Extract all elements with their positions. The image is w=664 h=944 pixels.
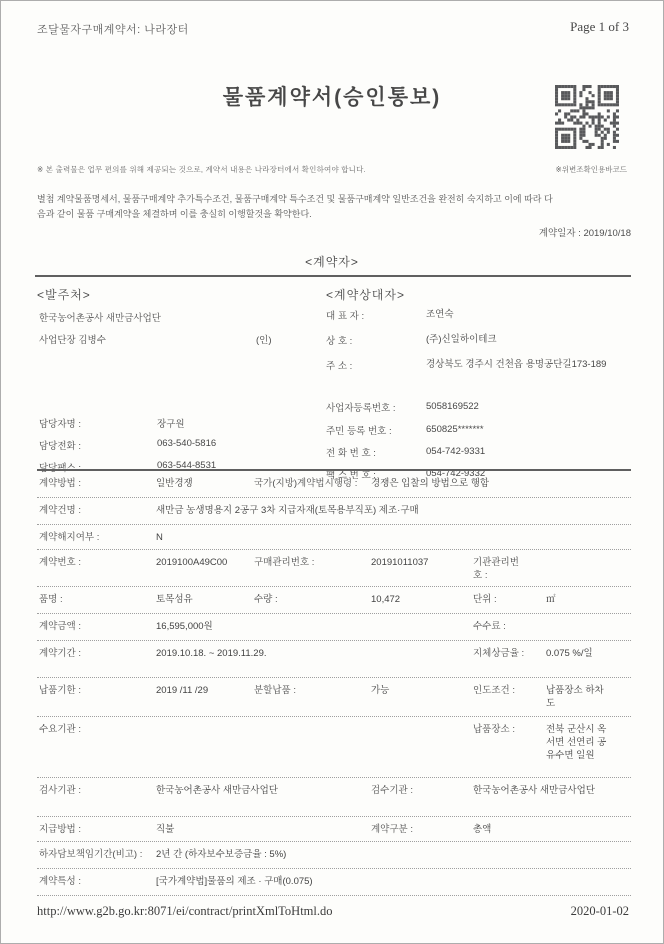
field-label: 담당전화 : bbox=[39, 441, 81, 452]
field-value: 납품장소 하차도 bbox=[546, 685, 604, 709]
field-value: 10,472 bbox=[371, 594, 401, 605]
field-label: 계약기간 : bbox=[39, 648, 81, 659]
field-label: 전 화 번 호 : bbox=[326, 448, 376, 459]
field-value: 경상북도 경주시 건천읍 용명공단길173-189 bbox=[426, 359, 607, 370]
field-value: 0.075 %/일 bbox=[546, 648, 593, 659]
field-label: 지급방법 : bbox=[39, 824, 81, 835]
signer-name: 사업단장 김병수 bbox=[39, 335, 106, 346]
parties-section bbox=[37, 284, 631, 481]
field-value: 054-742-9332 bbox=[426, 468, 486, 479]
supplier-heading: <계약상대자> bbox=[326, 288, 405, 302]
field-value: 063-544-8531 bbox=[157, 460, 217, 471]
orderer-org-name: 한국농어촌공사 새만금사업단 bbox=[39, 313, 161, 324]
orderer-field-row bbox=[39, 416, 319, 438]
field-label: 검사기관 : bbox=[39, 785, 81, 796]
table-row bbox=[37, 614, 631, 641]
field-value: 2019100A49C00 bbox=[156, 557, 228, 568]
field-label: 계약해지여부 : bbox=[39, 532, 100, 543]
footer-url: http://www.g2b.go.kr:8071/ei/contract/printXmlToHtml.do bbox=[37, 904, 333, 918]
field-label: 계약금액 : bbox=[39, 621, 81, 632]
contractor-section-heading: <계약자> bbox=[305, 255, 359, 269]
field-value: 2019 /11 /29 bbox=[156, 685, 209, 696]
field-value: 경쟁은 입찰의 방법으로 행함 bbox=[371, 478, 490, 489]
field-label: 계약구분 : bbox=[371, 824, 413, 835]
supplier-field-row bbox=[326, 400, 631, 423]
field-label: 사업자등록번호 : bbox=[326, 403, 396, 414]
field-value: N bbox=[156, 532, 163, 543]
table-row bbox=[37, 842, 631, 869]
field-label: 상 호 : bbox=[326, 336, 353, 347]
preamble-line-1: 별첨 계약물품명세서, 물품구매계약 추가특수조건, 물품구매계약 특수조건 및 물품구매계약 일반조건을 완전히 숙지하고 이에 따라 다 bbox=[37, 194, 553, 204]
field-value: 한국농어촌공사 새만금사업단 bbox=[156, 785, 278, 796]
field-label: 납품기한 : bbox=[39, 685, 81, 696]
field-label: 담당팩스 : bbox=[39, 463, 81, 474]
field-value: 054-742-9331 bbox=[426, 446, 486, 457]
field-value: 일반경쟁 bbox=[156, 478, 193, 489]
supplier-field-row bbox=[326, 358, 631, 400]
qr-caption: ※위변조확인용바코드 bbox=[555, 165, 627, 174]
preamble-line-2: 음과 같이 물품 구매계약을 체결하며 이를 충실히 이행할것을 확약한다. bbox=[37, 209, 312, 219]
field-value: 직불 bbox=[156, 824, 175, 835]
field-value: 조연숙 bbox=[426, 309, 454, 320]
field-label: 팩 스 번 호 : bbox=[326, 470, 376, 481]
field-label: 계약방법 : bbox=[39, 478, 81, 489]
field-value: (주)신일하이테크 bbox=[426, 334, 497, 345]
table-row bbox=[37, 525, 631, 550]
table-row bbox=[37, 471, 631, 498]
footer-date: 2020-01-02 bbox=[570, 904, 629, 918]
field-label: 주민 등록 번호 : bbox=[326, 426, 392, 437]
supplier-field-row bbox=[326, 423, 631, 445]
field-label: 기관관리번호 : bbox=[473, 557, 519, 581]
doc-title: 물품계약서(승인통보) bbox=[222, 86, 442, 109]
field-value: 가능 bbox=[371, 685, 390, 696]
field-label: 수량 : bbox=[254, 594, 278, 605]
field-label: 인도조건 : bbox=[473, 685, 515, 696]
doc-type-label: 조달물자구매계약서: 나라장터 bbox=[37, 24, 189, 36]
field-value: 2년 간 (하자보수보증금율 : 5%) bbox=[156, 849, 287, 860]
field-label: 담당자명 : bbox=[39, 419, 81, 430]
table-row bbox=[37, 678, 631, 717]
preamble-text bbox=[37, 192, 631, 222]
field-value: 5058169522 bbox=[426, 401, 479, 412]
field-value: 16,595,000원 bbox=[156, 621, 213, 632]
field-value: 새만금 농생명용지 2공구 3차 지급자재(토목용부직포) 제조·구매 bbox=[156, 505, 419, 516]
seal-mark: (인) bbox=[256, 335, 272, 346]
supplier-field-row bbox=[326, 308, 631, 333]
supplier-field-row bbox=[326, 333, 631, 358]
field-label: 대 표 자 : bbox=[326, 311, 365, 322]
field-label: 검수기관 : bbox=[371, 785, 413, 796]
table-row bbox=[37, 817, 631, 842]
table-row bbox=[37, 587, 631, 614]
orderer-field-row bbox=[39, 438, 319, 460]
orderer-heading: <발주처> bbox=[37, 288, 91, 302]
field-value: 20191011037 bbox=[371, 557, 429, 568]
field-value: 063-540-5816 bbox=[157, 438, 217, 449]
field-label: 주 소 : bbox=[326, 361, 353, 372]
field-label: 계약건명 : bbox=[39, 505, 81, 516]
field-label: 계약번호 : bbox=[39, 557, 81, 568]
field-label: 하자담보책임기간(비고) : bbox=[39, 849, 143, 860]
section-divider bbox=[35, 275, 631, 277]
field-value: 650825******* bbox=[426, 424, 484, 435]
field-label: 납품장소 : bbox=[473, 724, 515, 735]
field-value: 2019.10.18. ~ 2019.11.29. bbox=[156, 648, 267, 659]
table-row bbox=[37, 869, 631, 896]
field-value: 총액 bbox=[473, 824, 492, 835]
field-label: 지체상금율 : bbox=[473, 648, 525, 659]
field-value: ㎡ bbox=[546, 594, 556, 605]
qr-code-icon bbox=[555, 85, 619, 149]
signer-row bbox=[39, 332, 299, 346]
field-label: 수요기관 : bbox=[39, 724, 81, 735]
field-value: 전북 군산시 옥서면 선연리 공유수면 일원 bbox=[546, 724, 607, 761]
field-label: 구매관리번호 : bbox=[254, 557, 315, 568]
print-notice-text: ※ 본 출력물은 업무 편의를 위해 제공되는 것으로, 계약서 내용은 나라장터에서 확인하여야 합니다. bbox=[37, 165, 366, 174]
field-label: 단위 : bbox=[473, 594, 497, 605]
page-indicator: Page 1 of 3 bbox=[570, 19, 629, 34]
field-value: 장구원 bbox=[157, 419, 185, 430]
supplier-fields bbox=[326, 308, 631, 486]
contract-date: 계약일자 : 2019/10/18 bbox=[538, 228, 631, 239]
supplier-field-row bbox=[326, 445, 631, 467]
field-label: 품명 : bbox=[39, 594, 63, 605]
table-row bbox=[37, 498, 631, 525]
table-row bbox=[37, 550, 631, 587]
field-label: 분할납품 : bbox=[254, 685, 296, 696]
field-value: 한국농어촌공사 새만금사업단 bbox=[473, 785, 595, 796]
field-value: [국가계약법]물품의 제조 · 구매(0.075) bbox=[156, 876, 313, 887]
table-row bbox=[37, 717, 631, 778]
table-row bbox=[37, 641, 631, 678]
field-label: 수수료 : bbox=[473, 621, 506, 632]
field-label: 계약특성 : bbox=[39, 876, 81, 887]
contract-table bbox=[37, 469, 631, 896]
field-label: 국가(지방)계약법시행령 : bbox=[254, 478, 358, 489]
field-value: 토목섬유 bbox=[156, 594, 193, 605]
table-row bbox=[37, 778, 631, 817]
